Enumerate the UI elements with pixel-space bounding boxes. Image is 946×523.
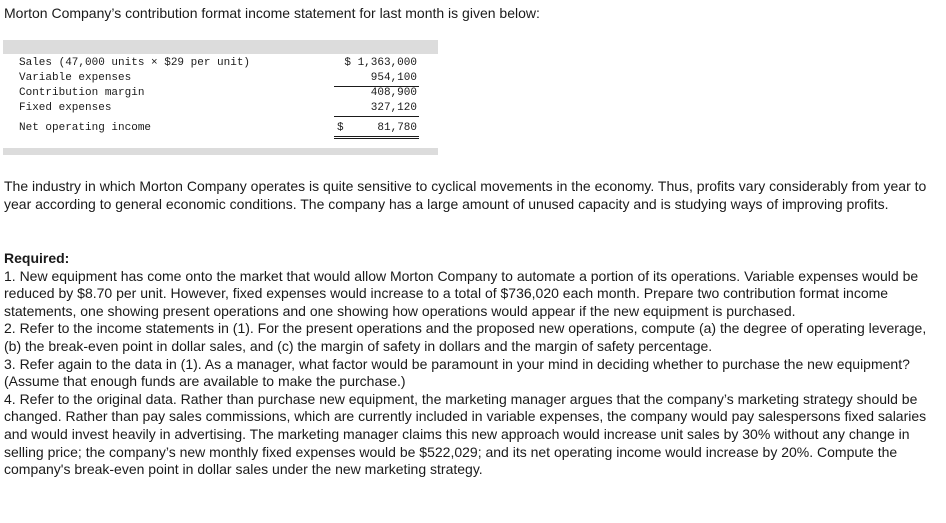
intro-text: Morton Company’s contribution format income statement for last month is given below: (4, 5, 540, 21)
row-amount: 81,780 (334, 120, 419, 139)
row-label: Sales (47,000 units × $29 per unit) (19, 57, 251, 69)
row-fixed-expenses (19, 100, 419, 116)
table-header-bar (3, 40, 438, 54)
required-section (4, 250, 944, 479)
row-variable-expenses (19, 70, 419, 86)
required-item-2: 2. Refer to the income statements in (1). For the present operations and the proposed new operations, compute (a) the degree of operating leverage, (b) the break-even point in dollar sales, and (c) the margin of safety in dollars and the margin of safety percentage. (4, 320, 927, 354)
row-contribution-margin (19, 85, 419, 101)
row-amount: 408,900 (370, 87, 417, 99)
row-amount: $ 1,363,000 (344, 57, 417, 69)
table-footer-bar (3, 148, 438, 155)
required-item-3: 3. Refer again to the data in (1). As a manager, what factor would be paramount in your mind in deciding whether to purchase the new equipment? (Assume that enough funds are available to make the purchase.) (4, 355, 910, 390)
context-paragraph: The industry in which Morton Company operates is quite sensitive to cyclical movements in the economy. Thus, profits vary considerably from year to year according to general economic conditions. The company has a large amount of unused capacity and is studying ways of improving profits. (4, 178, 927, 212)
row-amount: 327,120 (334, 100, 419, 117)
row-label: Contribution margin (19, 87, 145, 99)
income-statement-table (3, 40, 438, 155)
row-label: Net operating income (19, 122, 152, 134)
row-label: Variable expenses (19, 72, 132, 84)
row-label: Fixed expenses (19, 102, 112, 114)
row-currency: $ (337, 122, 344, 134)
row-net-operating-income (19, 120, 419, 136)
row-amount: 954,100 (334, 70, 419, 87)
required-item-1: 1. New equipment has come onto the market that would allow Morton Company to automate a portion of its operations. Variable expenses would be reduced by $8.70 per unit. However, fixed expenses would increase to a total of $736,020 each month. Prepare two contribution format income statements, one showing present operations and one showing how operations would appear if the new equipment is purchased. (4, 267, 919, 319)
required-item-4: 4. Refer to the original data. Rather than purchase new equipment, the marketing manager argues that the company’s marketing strategy should be changed. Rather than pay sales commissions, which are currently included in variable expenses, the company would pay salespersons fixed salaries and would invest heavily in advertising. The marketing manager claims this new approach would increase unit sales by 30% without any change in selling price; the company’s new monthly fixed expenses would be $522,029; and its net operating income would increase by 20%. Compute the company's break-even point in dollar sales under the new marketing strategy. (4, 390, 927, 478)
required-heading: Required: (4, 250, 70, 266)
row-sales (19, 55, 419, 71)
